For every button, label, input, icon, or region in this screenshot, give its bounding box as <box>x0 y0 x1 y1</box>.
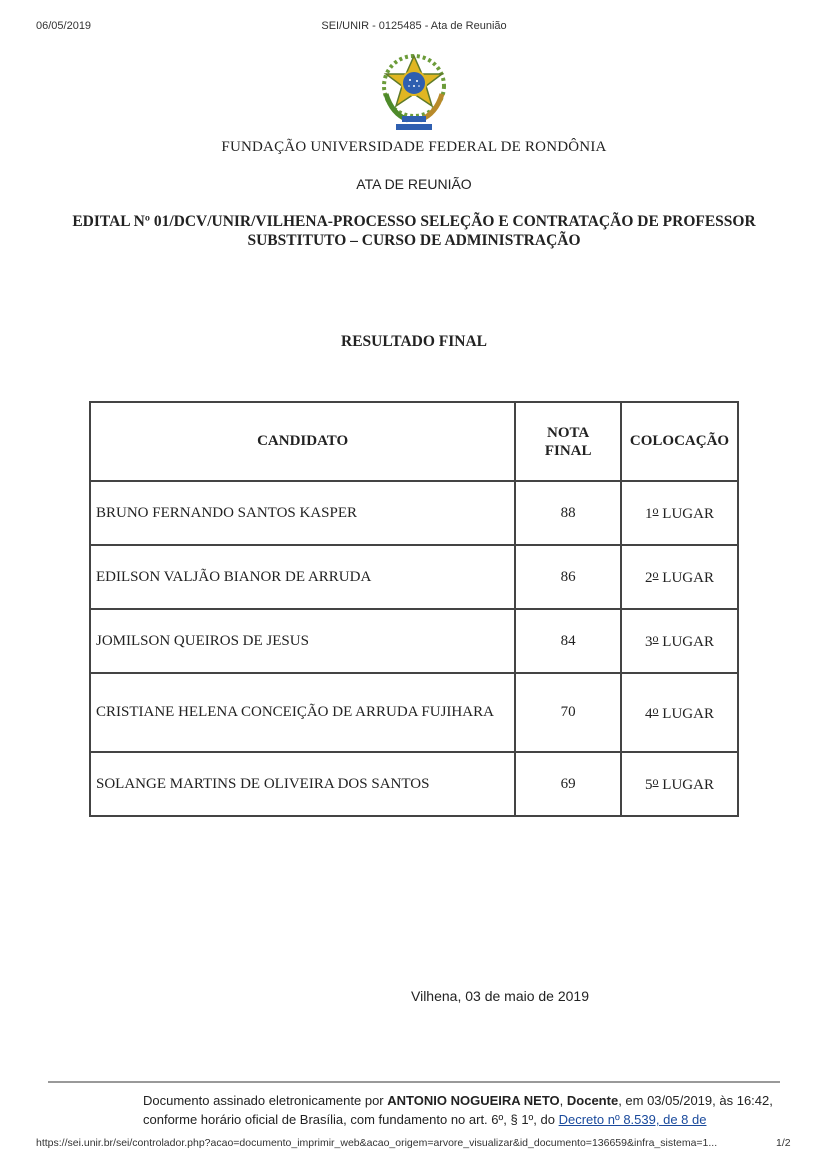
ordinal-mark: o <box>652 631 659 645</box>
electronic-signature-notice <box>143 1091 773 1129</box>
table-row <box>90 545 738 609</box>
table-header-row <box>90 402 738 481</box>
edital-line-1: EDITAL Nº 01/DCV/UNIR/VILHENA-PROCESSO SELEÇÃO E CONTRATAÇÃO DE PROFESSOR <box>72 213 756 230</box>
final-score: 86 <box>515 545 621 609</box>
ordinal-mark: o <box>652 774 659 788</box>
column-header-score-line-2: FINAL <box>544 442 592 459</box>
print-footer-page-number: 1/2 <box>776 1137 791 1149</box>
placement-number: 4 <box>645 705 653 722</box>
table-row <box>90 481 738 545</box>
candidate-name: JOMILSON QUEIROS DE JESUS <box>90 609 515 673</box>
signature-divider <box>48 1081 780 1083</box>
print-header-title: SEI/UNIR - 0125485 - Ata de Reunião <box>321 20 507 32</box>
placement <box>621 481 738 545</box>
column-header-score <box>515 402 621 481</box>
table-row <box>90 673 738 752</box>
final-score: 70 <box>515 673 621 752</box>
signature-separator: , <box>559 1093 567 1108</box>
placement-word: LUGAR <box>662 506 714 522</box>
signer-role: Docente <box>566 1093 619 1108</box>
final-score: 69 <box>515 752 621 816</box>
signature-prefix: Documento assinado eletronicamente por <box>143 1093 388 1108</box>
placement <box>621 609 738 673</box>
column-header-score-line-1: NOTA <box>547 424 590 441</box>
edital-heading <box>40 212 788 250</box>
column-header-candidate: CANDIDATO <box>90 402 515 481</box>
placement-number: 2 <box>645 570 653 586</box>
signature-details: , em 03/05/2019, às 16:42, conforme horário oficial de Brasília, com fundamento no art. 6º, § 1º, do <box>143 1093 773 1127</box>
table-row <box>90 609 738 673</box>
decree-link[interactable]: Decreto nº 8.539, de 8 de <box>558 1112 707 1127</box>
placement-word: LUGAR <box>662 634 714 650</box>
results-table <box>89 401 739 817</box>
placement-number: 5 <box>645 777 653 793</box>
ordinal-mark: o <box>652 567 659 581</box>
place-and-date: Vilhena, 03 de maio de 2019 <box>411 988 589 1004</box>
placement-number: 1 <box>645 506 653 522</box>
candidate-name: SOLANGE MARTINS DE OLIVEIRA DOS SANTOS <box>90 752 515 816</box>
placement <box>621 673 738 752</box>
column-header-place: COLOCAÇÃO <box>621 402 738 481</box>
candidate-name: EDILSON VALJÃO BIANOR DE ARRUDA <box>90 545 515 609</box>
candidate-name: BRUNO FERNANDO SANTOS KASPER <box>90 481 515 545</box>
document-type: ATA DE REUNIÃO <box>356 176 472 192</box>
final-score: 84 <box>515 609 621 673</box>
ordinal-mark: o <box>652 503 659 517</box>
placement-number: 3 <box>645 634 653 650</box>
placement <box>621 752 738 816</box>
edital-line-2: SUBSTITUTO – CURSO DE ADMINISTRAÇÃO <box>247 232 581 249</box>
table-row <box>90 752 738 816</box>
coat-of-arms-emblem <box>372 50 456 134</box>
placement-word: LUGAR <box>662 777 714 793</box>
ordinal-mark: o <box>652 702 659 717</box>
final-score: 88 <box>515 481 621 545</box>
result-title: RESULTADO FINAL <box>341 333 487 350</box>
print-footer-url: https://sei.unir.br/sei/controlador.php?acao=documento_imprimir_web&acao_origem=arvore_visualizar&id_documento=136659&infra_sistema=1... <box>36 1137 718 1149</box>
signer-name: ANTONIO NOGUEIRA NETO <box>387 1093 560 1108</box>
placement-word: LUGAR <box>662 570 714 586</box>
print-header-date: 06/05/2019 <box>36 20 92 32</box>
placement-word: LUGAR <box>662 705 714 722</box>
candidate-name: CRISTIANE HELENA CONCEIÇÃO DE ARRUDA FUJIHARA <box>90 673 515 752</box>
institution-name: FUNDAÇÃO UNIVERSIDADE FEDERAL DE RONDÔNIA <box>221 139 607 155</box>
placement <box>621 545 738 609</box>
